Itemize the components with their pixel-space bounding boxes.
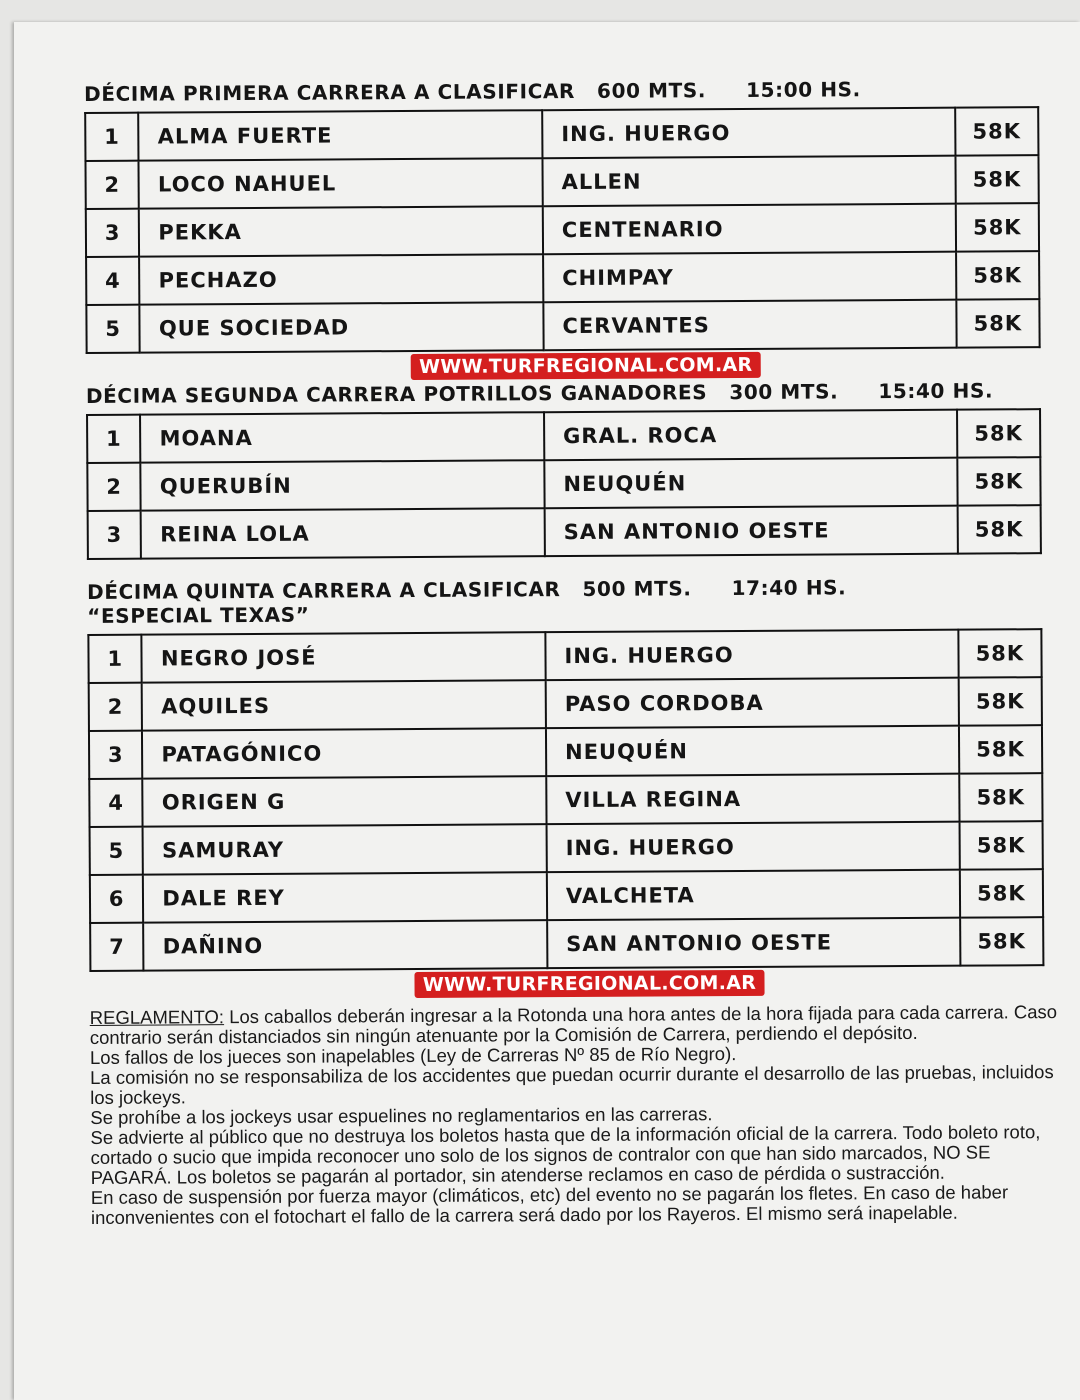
paper-sheet — [14, 22, 1080, 1400]
horse-name: PATAGÓNICO — [142, 728, 546, 778]
entry-number: 2 — [87, 463, 141, 511]
watermark-banner: WWW.TURFREGIONAL.COM.AR — [415, 970, 765, 998]
table-row — [90, 917, 1043, 971]
horse-name: ORIGEN G — [143, 776, 547, 826]
horse-name: DAÑINO — [144, 920, 548, 970]
horse-weight: 58K — [955, 107, 1038, 156]
entry-number: 6 — [90, 875, 144, 923]
horse-origin: ING. HUERGO — [547, 822, 960, 873]
horse-name: REINA LOLA — [141, 508, 545, 558]
horse-origin: SAN ANTONIO OESTE — [547, 918, 960, 969]
horse-origin: NEUQUÉN — [544, 458, 957, 509]
horse-origin: GRAL. ROCA — [544, 410, 957, 461]
entry-number: 1 — [85, 113, 139, 161]
entry-number: 1 — [87, 415, 141, 463]
horse-origin: CENTENARIO — [543, 204, 956, 255]
table-row — [86, 299, 1039, 353]
race-time: 15:40 HS. — [878, 378, 994, 404]
entry-number: 3 — [89, 731, 143, 779]
horse-weight: 58K — [960, 917, 1043, 966]
entry-number: 5 — [90, 827, 144, 875]
horse-weight: 58K — [956, 251, 1039, 300]
race-entries-table — [87, 628, 1044, 972]
rules-title: REGLAMENTO: — [89, 1006, 225, 1028]
race-time: 15:00 HS. — [746, 77, 861, 102]
rules-paragraph: La comisión no se responsabiliza de los accidentes que puedan ocurrir durante el desarrollo de las pruebas, incluidos los jockeys. — [90, 1061, 1054, 1108]
horse-name: PECHAZO — [139, 254, 543, 304]
horse-origin: CERVANTES — [543, 300, 956, 351]
horse-name: ALMA FUERTE — [139, 110, 543, 160]
horse-origin: VILLA REGINA — [546, 774, 959, 825]
race-program — [84, 76, 1080, 1228]
race-distance: 300 MTS. — [729, 379, 839, 405]
table-row — [89, 773, 1042, 827]
horse-name: SAMURAY — [143, 824, 547, 874]
horse-weight: 58K — [959, 725, 1042, 774]
race-time: 17:40 HS. — [731, 575, 847, 601]
table-row — [85, 107, 1038, 161]
race-entries-table — [86, 408, 1042, 560]
entry-number: 3 — [88, 511, 142, 559]
horse-weight: 58K — [960, 869, 1043, 918]
rules-first-paragraph — [90, 1002, 1075, 1048]
horse-weight: 58K — [958, 677, 1041, 726]
horse-origin: CHIMPAY — [543, 252, 956, 303]
watermark-banner: WWW.TURFREGIONAL.COM.AR — [411, 352, 761, 380]
horse-name: PEKKA — [139, 206, 543, 256]
horse-weight: 58K — [957, 457, 1040, 506]
rules-text: Los caballos deberán ingresar a la Rotonda una hora antes de la hora fijada para cada carrera. Caso contrario serán distanciados sin ningún atenuante por la Comisión de Carrera, perdiendo el depósito. — [89, 1001, 1058, 1048]
horse-origin: VALCHETA — [547, 870, 960, 921]
race-distance: 500 MTS. — [582, 576, 692, 601]
race-title: DÉCIMA SEGUNDA CARRERA POTRILLOS GANADORES — [85, 380, 708, 408]
table-row — [88, 629, 1041, 683]
table-row — [90, 821, 1043, 875]
table-row — [89, 677, 1042, 731]
race-header — [86, 378, 1080, 408]
entry-number: 4 — [89, 779, 143, 827]
table-row — [89, 725, 1042, 779]
horse-weight: 58K — [957, 409, 1040, 458]
race-title: DÉCIMA QUINTA CARRERA A CLASIFICAR — [87, 577, 561, 604]
entry-number: 2 — [85, 161, 139, 209]
horse-name: QUE SOCIEDAD — [140, 302, 544, 352]
rules-paragraph: En caso de suspensión por fuerza mayor (climáticos, etc) del evento no se pagarán los fletes. En caso de haber inconvenientes con el fotochart el fallo de la carrera será dado por los Rayeros. El mismo será inapelable. — [90, 1181, 1009, 1228]
horse-weight: 58K — [958, 629, 1041, 678]
race-title: DÉCIMA PRIMERA CARRERA A CLASIFICAR — [84, 79, 576, 106]
rules-section — [90, 1002, 1076, 1228]
horse-weight: 58K — [956, 203, 1039, 252]
entry-number: 4 — [86, 257, 140, 305]
horse-origin: ALLEN — [542, 156, 955, 207]
rules-paragraph: Se advierte al público que no destruya los boletos hasta que de la información oficial de la carrera. Todo boleto roto, cortado o sucio que impida reconocer uno solo de los signos de contralor con que han sido marcados, NO SE PAGARÁ. Los boletos se pagarán al portador, sin atenderse reclamos en caso de pérdida o sustracción. — [90, 1121, 1041, 1188]
watermark-banner-wrap — [89, 968, 1080, 1002]
rules-paragraph: Los fallos de los jueces son inapelables (Ley de Carreras Nº 85 de Río Negro). — [89, 1043, 737, 1068]
table-row — [87, 409, 1040, 463]
horse-origin: PASO CORDOBA — [546, 678, 959, 729]
horse-weight: 58K — [956, 299, 1039, 348]
table-row — [86, 251, 1039, 305]
race-distance: 600 MTS. — [596, 78, 707, 103]
horse-name: QUERUBÍN — [141, 460, 545, 510]
horse-origin: SAN ANTONIO OESTE — [545, 506, 958, 557]
entry-number: 2 — [89, 683, 143, 731]
table-row — [88, 505, 1041, 559]
horse-weight: 58K — [957, 505, 1040, 554]
table-row — [90, 869, 1043, 923]
rules-paragraph: Se prohíbe a los jockeys usar espuelines no reglamentarios en las carreras. — [90, 1103, 713, 1128]
race-entries-table — [84, 106, 1040, 354]
table-row — [85, 155, 1038, 209]
horse-name: NEGRO JOSÉ — [142, 632, 546, 682]
horse-name: LOCO NAHUEL — [139, 158, 543, 208]
table-row — [87, 457, 1040, 511]
race-subtitle: “ESPECIAL TEXAS” — [87, 602, 310, 628]
table-row — [86, 203, 1039, 257]
race-header — [84, 76, 1080, 106]
horse-origin: NEUQUÉN — [546, 726, 959, 777]
horse-weight: 58K — [955, 155, 1038, 204]
entry-number: 7 — [90, 923, 144, 971]
horse-origin: ING. HUERGO — [542, 108, 955, 159]
horse-name: MOANA — [140, 412, 544, 462]
entry-number: 5 — [86, 305, 140, 353]
horse-origin: ING. HUERGO — [545, 630, 958, 681]
horse-weight: 58K — [959, 773, 1042, 822]
horse-name: DALE REY — [143, 872, 547, 922]
entry-number: 3 — [86, 209, 140, 257]
horse-name: AQUILES — [142, 680, 546, 730]
horse-weight: 58K — [959, 821, 1042, 870]
entry-number: 1 — [88, 635, 142, 683]
